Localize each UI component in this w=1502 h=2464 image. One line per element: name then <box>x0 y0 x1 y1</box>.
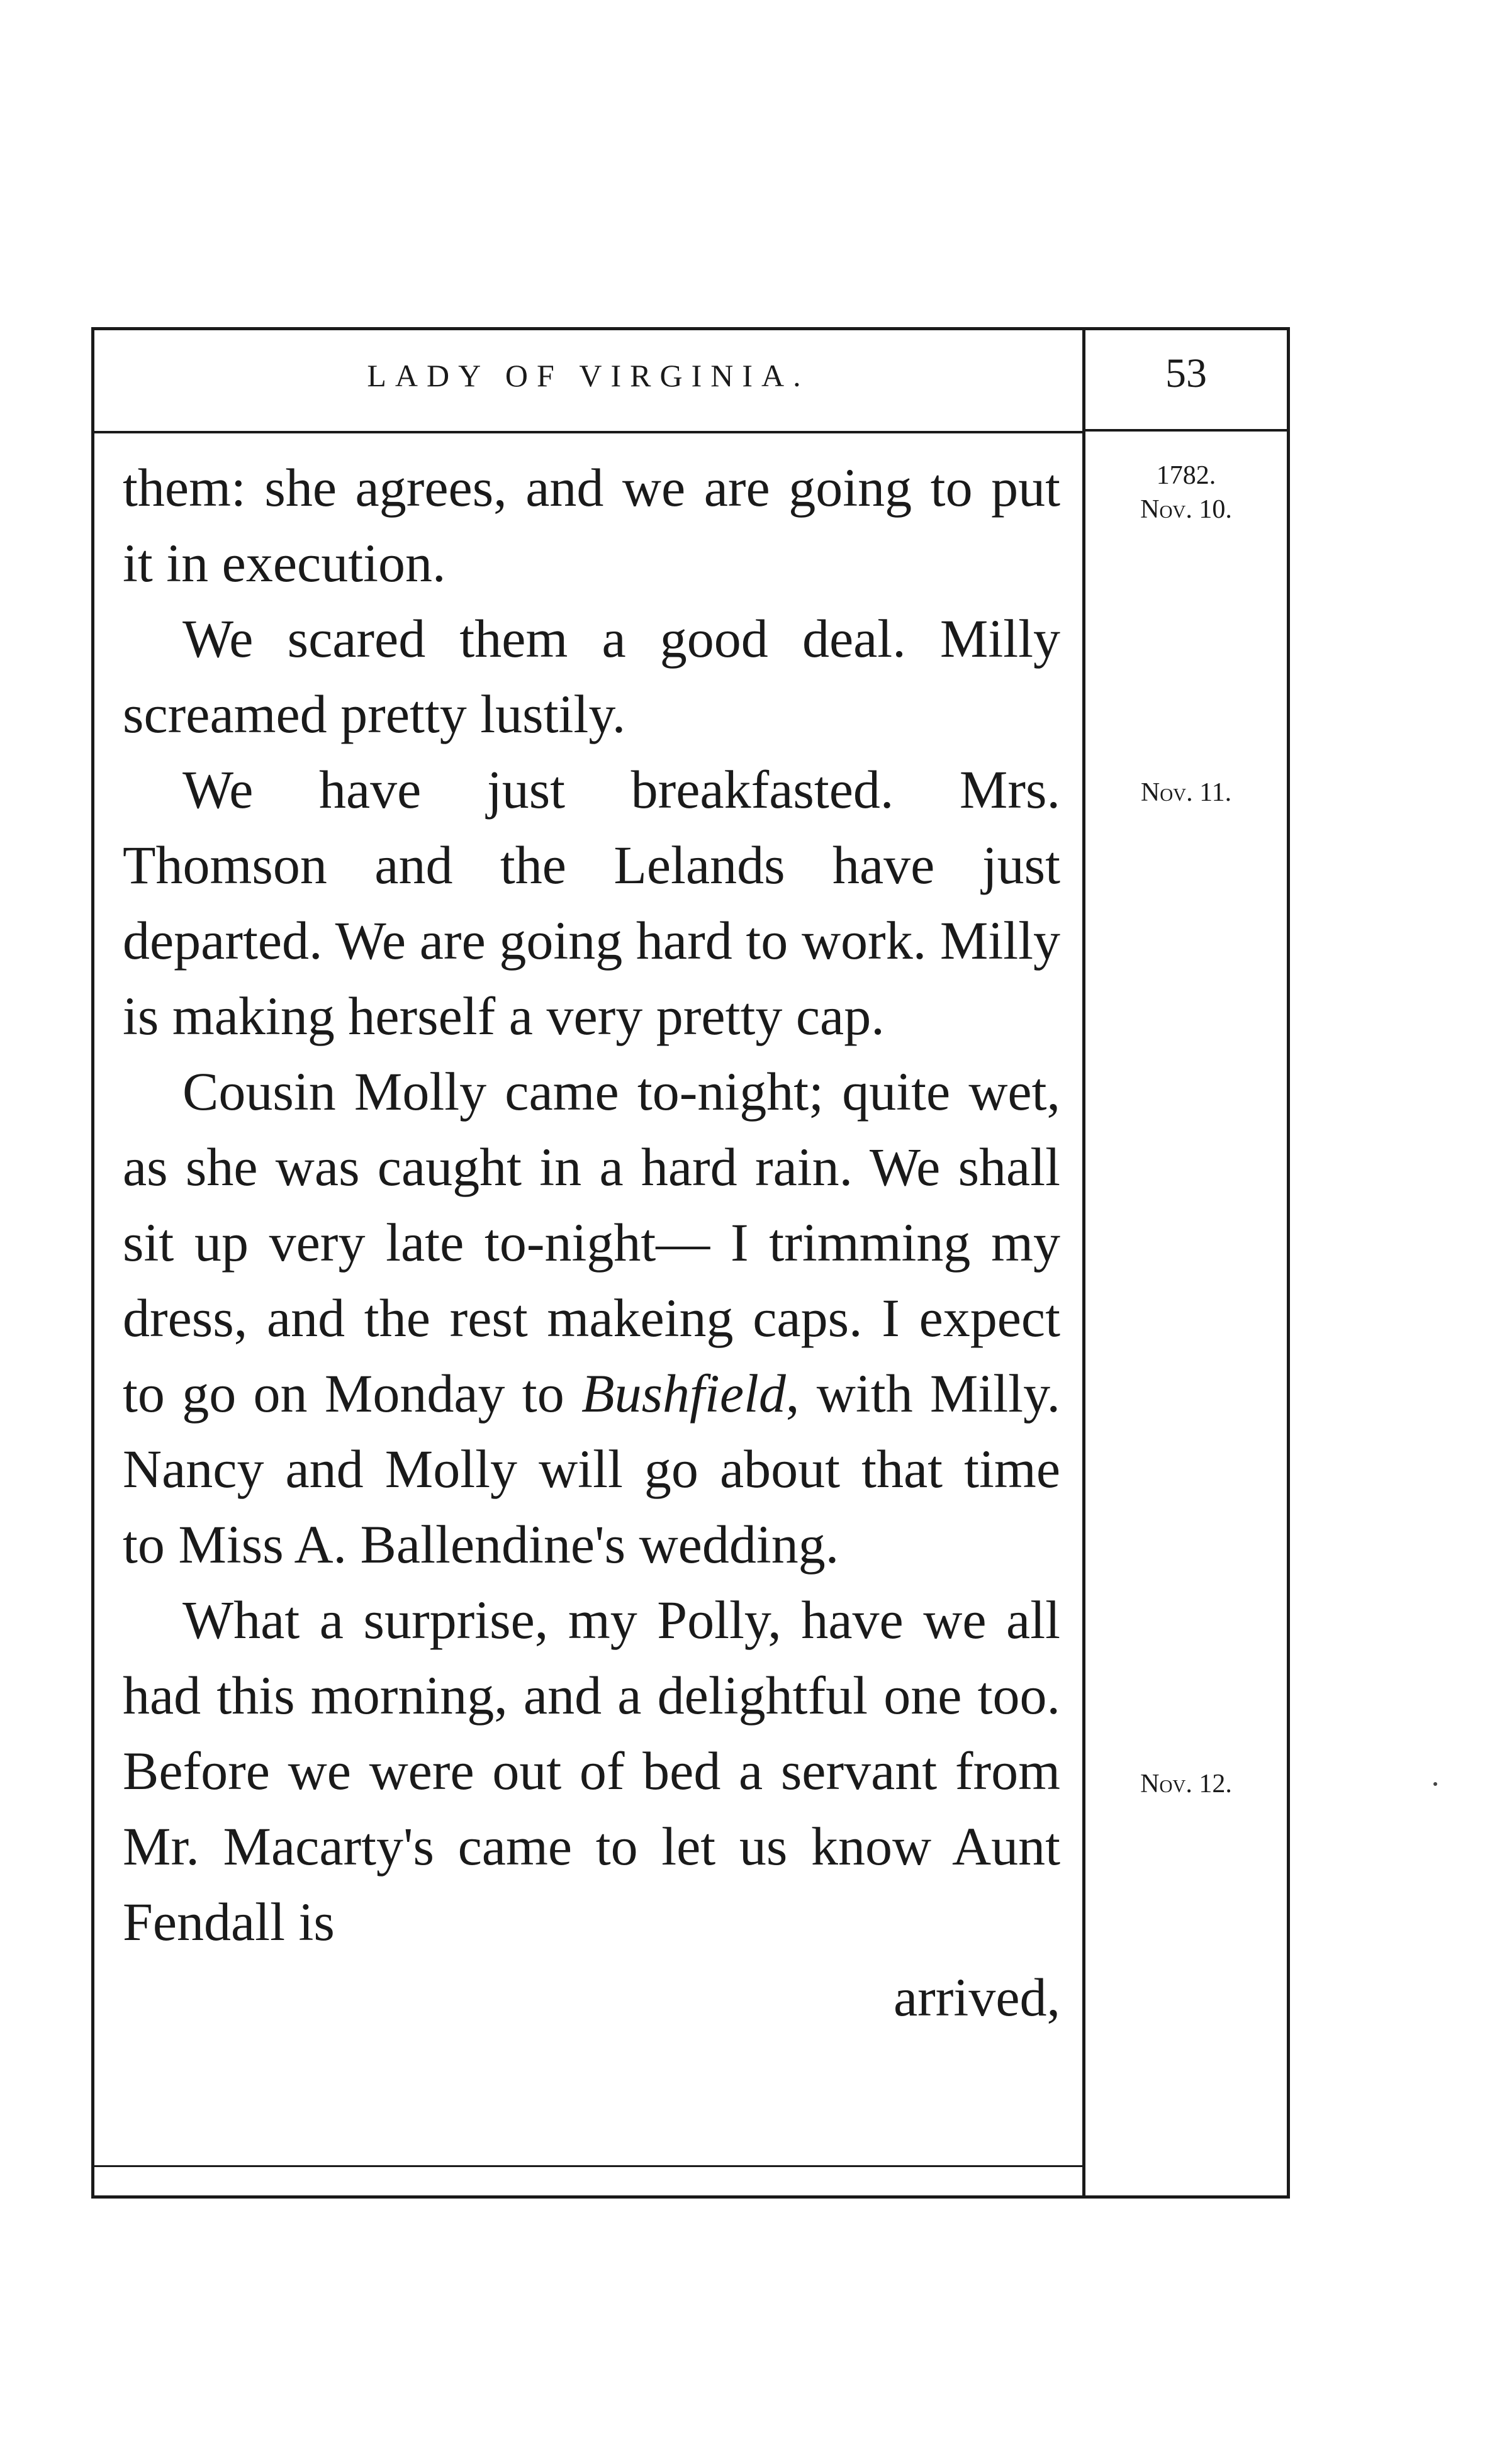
margin-note-nov-11: Nov. 11. <box>1140 778 1232 807</box>
bottom-rule <box>94 2165 1082 2167</box>
paragraph-3: We have just breakfasted. Mrs. Thomson and the Lelands have just departed. We are going hard to work. Milly is making herself a very pretty cap. <box>123 759 1060 1046</box>
paragraph-1: them: she agrees, and we are going to put it in execution. <box>123 457 1060 593</box>
stray-mark <box>1433 1782 1437 1786</box>
body-text <box>123 450 1060 2035</box>
running-head: LADY OF VIRGINIA. <box>367 358 810 393</box>
margin-note-nov-12: Nov. 12. <box>1140 1770 1232 1798</box>
header-rule-margin <box>1085 429 1287 432</box>
header-rule <box>94 431 1082 433</box>
margin-column-divider <box>1082 327 1085 2199</box>
catchword: arrived, <box>893 1967 1060 2027</box>
paragraph-5: What a surprise, my Polly, have we all had this morning, and a delightful one too. Before we were out of bed a servant from Mr. Macarty's came to let us know Aunt Fendall is <box>123 1590 1060 1952</box>
margin-note-nov-10: Nov. 10. <box>1140 495 1232 524</box>
margin-note-year: 1782. <box>1156 461 1216 490</box>
place-name-italic: Bushfield <box>581 1363 786 1424</box>
paragraph-2: We scared them a good deal. Milly screamed pretty lustily. <box>123 608 1060 744</box>
paragraph-4-part-a: Cousin Molly came to-night; quite wet, as she was caught in a hard rain. We shall sit up very late to-night— I trimming my dress, and the rest makeing caps. I expect to go on Monday to <box>123 1061 1060 1424</box>
paragraph-4-part-b: , with Milly. Nancy and Molly will go about that time to Miss A. Ballendine's wedding. <box>123 1363 1060 1575</box>
page-number: 53 <box>1165 350 1207 396</box>
paragraph-4 <box>123 1054 1060 1582</box>
